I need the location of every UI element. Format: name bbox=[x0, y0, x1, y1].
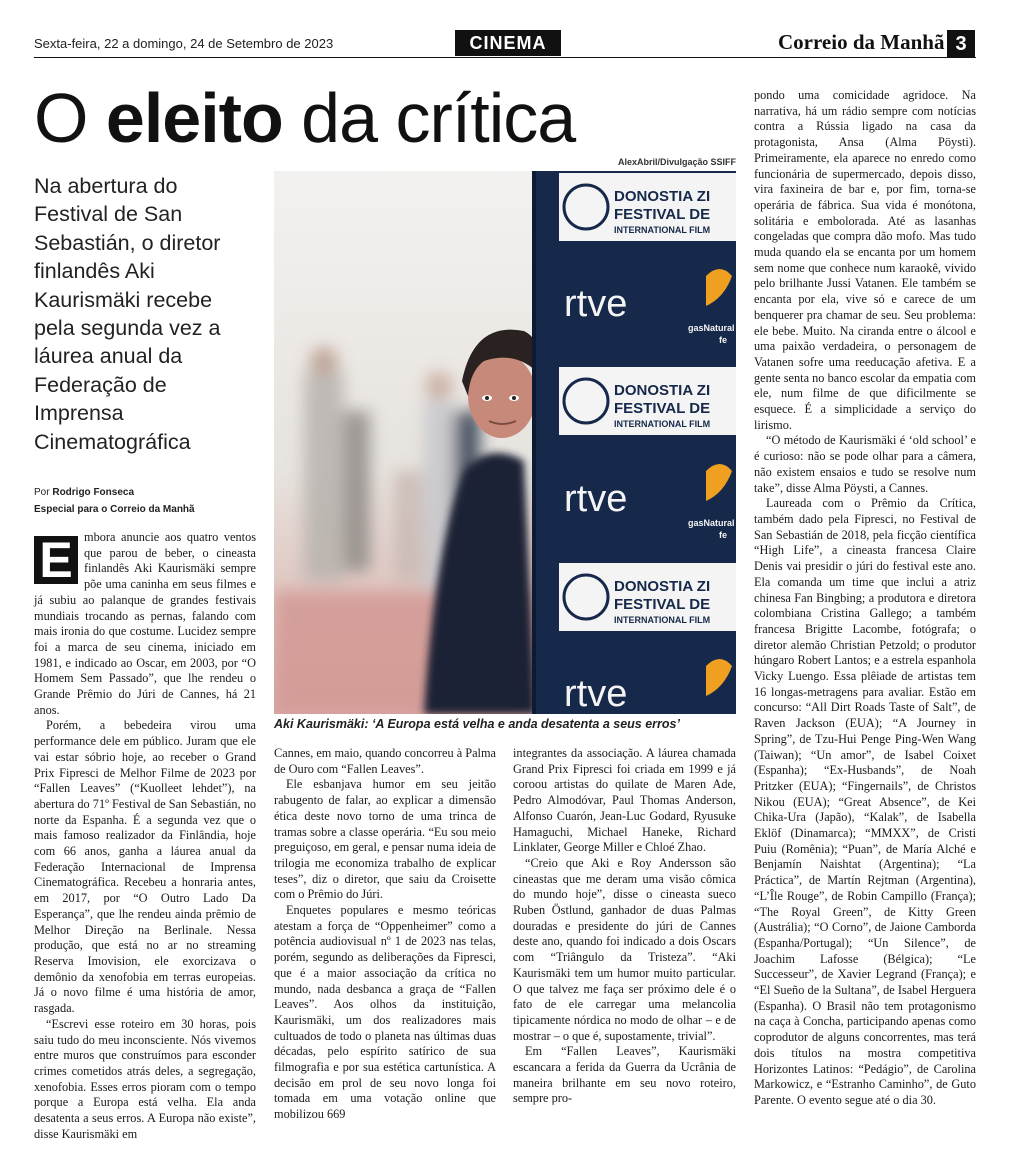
sponsor-text: gasNatural bbox=[688, 323, 735, 333]
page-number: 3 bbox=[947, 30, 975, 58]
lead-text: Na abertura do Festival de San Sebastián, o diretor finlandês Aki Kaurismäki recebe pela segunda vez a láurea anual da Federação de Imprensa Cinematográfica bbox=[34, 174, 221, 454]
backdrop-text: INTERNATIONAL FILM bbox=[614, 615, 711, 625]
photo-caption: Aki Kaurismäki: ‘A Europa está velha e anda desatenta a seus erros’ bbox=[274, 717, 680, 731]
donostia-block-3 bbox=[559, 563, 736, 631]
paragraph: Ele esbanjava humor em seu jeitão rabugento de falar, ao explicar a dimensão ética deste novo torno de uma trinca de tramas sobre a classe operária. “Eu sou meio preguiçoso, em geral, e pensar numa ideia de trilogia me economiza trabalho de explicar teses”, diz o diretor, que saiu da Croisette com o Prêmio do Júri. bbox=[274, 777, 496, 902]
sponsor-text: gasNatural bbox=[688, 518, 735, 528]
body-column-2 bbox=[274, 746, 496, 1123]
paragraph: Cannes, em maio, quando concorreu à Palma de Ouro com “Fallen Leaves”. bbox=[274, 746, 496, 776]
article-photo bbox=[274, 171, 736, 714]
backdrop-text: INTERNATIONAL FILM bbox=[614, 225, 711, 235]
byline bbox=[34, 484, 195, 518]
backdrop-text: FESTIVAL DE bbox=[614, 596, 711, 613]
body-column-1 bbox=[34, 530, 256, 1142]
rtve-logo: rtve bbox=[564, 673, 628, 714]
rtve-logo: rtve bbox=[564, 283, 628, 325]
donostia-block-1 bbox=[559, 173, 736, 241]
backdrop-text: INTERNATIONAL FILM bbox=[614, 419, 711, 429]
backdrop-text: FESTIVAL DE bbox=[614, 400, 711, 417]
byline-author: Rodrigo Fonseca bbox=[52, 487, 135, 498]
byline-prefix: Por bbox=[34, 487, 53, 498]
paragraph-text: mbora anuncie aos quatro ventos que parou de beber, o cineasta finlandês Aki Kaurismäki sempre põe uma caninha em seus filmes e já subiu ao palanque de grandes festivais mundiais trocando as pernas, falando com mais ironia do que costume. Lucidez sempre foi a marca de seu cinema, iniciado em 1981, e indicado ao Oscar, em 2003, por “O Homem Sem Passado”, que lhe rendeu o Grande Prêmio do Júri de Cannes, há 21 anos. bbox=[34, 530, 256, 717]
body-column-3 bbox=[513, 746, 736, 1107]
sponsor-text: fe bbox=[719, 530, 728, 540]
headline bbox=[34, 78, 575, 158]
edition-date: Sexta-feira, 22 a domingo, 24 de Setembro de 2023 bbox=[34, 36, 334, 51]
paragraph bbox=[34, 530, 256, 718]
sponsor-text: fe bbox=[719, 335, 728, 345]
paragraph: integrantes da associação. A láurea chamada Grand Prix Fipresci foi criada em 1999 e já coroou artistas do quilate de Maren Ade, Pedro Almodóvar, Paul Thomas Anderson, Alfonso Cuarón, Jean-Luc Godard, Ryusuke Hamaguchi, Michael Haneke, Richard Linklater, George Miller e Chloé Zhao. bbox=[513, 746, 736, 855]
paragraph: “O método de Kaurismäki é ‘old school’ e é curioso: não se pode olhar para a câmera, não existem ensaios e tudo se resolve num take”, disse Alma Pöysti, a Cannes. bbox=[754, 433, 976, 495]
face-shape bbox=[468, 354, 536, 438]
photo-illustration bbox=[274, 171, 736, 714]
photo-credit: AlexAbril/Divulgação SSIFF bbox=[617, 157, 736, 167]
backdrop-text: DONOSTIA ZI bbox=[614, 578, 711, 595]
backdrop-text: FESTIVAL DE bbox=[614, 206, 711, 223]
backdrop-text: DONOSTIA ZI bbox=[614, 188, 711, 205]
headline-part2: da crítica bbox=[282, 79, 576, 157]
donostia-block-2 bbox=[559, 367, 736, 435]
newspaper-name: Correio da Manhã bbox=[778, 30, 945, 54]
rtve-logo: rtve bbox=[564, 478, 628, 520]
body-column-4 bbox=[754, 88, 976, 1109]
paragraph: “Creio que Aki e Roy Andersson são cineastas que me deram uma visão cômica do mundo hoje”, disse o cineasta sueco Ruben Östlund, ganhador de duas Palmas douradas e presidente do júri de Cannes deste ano, quando foi indicado a dois Oscars com “Triângulo da Tristeza”. “Aki Kaurismäki tem um humor muito particular. O que talvez me faça ser próximo dele é o fato de ele carregar uma melancolia tipicamente nórdica no modo de olhar – e de mostrar – o que é, supostamente, trivial”. bbox=[513, 855, 736, 1043]
paragraph: Enquetes populares e mesmo teóricas atestam a força de “Oppenheimer” como a potência audiovisual nº 1 de 2023 nas telas, porém, segundo as deliberações da Fipresci, que é a maior associação da crítica no mundo, nada desbanca a graça de “Fallen Leaves”. Aos olhos da instituição, Kaurismäki, um dos realizadores mais cultuados de todo o planeta nas últimas duas décadas, pelo espírito satírico de sua filmografia e por sua estética cartunística. A decisão em prol de seu novo longa foi tomada em uma votação online que mobilizou 669 bbox=[274, 903, 496, 1122]
section-label: CINEMA bbox=[455, 30, 561, 56]
paragraph: Em “Fallen Leaves”, Kaurismäki escancara a ferida da Guerra da Ucrânia de maneira brilhante em seu novo roteiro, sempre pro- bbox=[513, 1044, 736, 1106]
headline-part1: O bbox=[34, 79, 106, 157]
header-rule bbox=[34, 57, 976, 58]
paragraph: pondo uma comicidade agridoce. Na narrativa, há um rádio sempre com notícias contra a Rússia ligado na casa da protagonista, Ansa (Alma Pöysti). Primeiramente, ela aparece no enredo como funcionária de supermercado, depois disso, vira faxineira de bar e, por fim, torna-se operária de fábrica. Sua vida é monótona, solitária e embolorada. Até as lasanhas congeladas que compra dão mofo. Mas tudo muda quando ela se encanta por um homem sem nome que conhece num karaokê, vivido pelo brilhante Jussi Vatanen. Ele também se encanta por ela, vive só e carece de um benquerer pra chamar de seu. Seu problema: ele bebe. Muito. Na ciranda entre o álcool e uma paixão verdadeira, o personagem de Vatanen sofre uma reeducação afetiva. E a gente senta no banco escolar da empatia com ele, num filme de que dificilmente se esquece. É a simplicidade a serviço do lirismo. bbox=[754, 88, 976, 432]
backdrop-text: DONOSTIA ZI bbox=[614, 382, 711, 399]
paragraph: Laureada com o Prêmio da Crítica, também dado pela Fipresci, no Festival de San Sebastián de 2018, pela ficção científica “High Life”, a cineasta francesa Claire Denis vai presidir o júri do festival este ano. Ela comanda um time que inclui a atriz chinesa Fan Bingbing; a produtora e diretora colombiana Cristina Gallego; a também francesa Brigitte Lacombe, fotógrafa; o diretor alemão Christian Petzold; o produtor húngaro Robert Lantos; e a estrela espanhola Vicky Luengo. Essa plêiade de artistas tem 16 longas-metragens para avaliar. Estão em concurso: “All Dirt Roads Taste of Salt”, de Raven Jackson (EUA); “A Journey in Spring”, de Tzu-Hui Penge Ping-Wen Wang (Taiwan); “Un amor”, de Isabel Coixet (Espanha); “Ex-Husbands”, de Noah Pritzker (EUA); “Fingernails”, de Christos Nikou (EUA); “Great Absence”, de Kei Chika-Ura (Japão), “Kalak”, de Isabella Eklöf (Dinamarca); “MMXX”, de Cristi Puiu (Romênia); “Puan”, de María Alché e Benjamín Naishtat (Argentina); “La Práctica”, de Martín Rejtman (Argentina), “L’Île Rouge”, de Robin Campillo (França); “The Royal Green”, de Kitty Green (Austrália); “O Corno”, de Jaione Camborda (Espanha/Portugal); “Un Silence”, de Joachim Lafosse (Bélgica); “Le Successeur”, de Xavier Legrand (França); e “El Sueño de la Sultana”, de Isabel Herguera (Espanha). O Brasil não tem protagonismo na caça à Concha, participando apenas como coprodutor de alguns concorrentes, mas terá dois títulos na mostra competitiva Horizontes Latinos: “Pedágio”, de Carolina Markowicz, e “Estranho Caminho”, de Guto Parente. O evento segue até o dia 30. bbox=[754, 496, 976, 1107]
paragraph: Porém, a bebedeira virou uma performance dele em público. Juram que ele vai estar sóbrio hoje, ao receber o Grand Prix Fipresci de Melhor Filme de 2023 por “Fallen Leaves” (“Kuolleet lehdet”), na abertura do 71º Festival de San Sebastián, no norte da Espanha. É a segunda vez que o mais famoso realizador da Finlândia, hoje com 66 anos, ganha a láurea anual da Federação Internacional de Imprensa Cinematográfica. Recebeu a honraria antes, em 2017, por “O Outro Lado Da Esperança”, que lhe rendeu ainda prêmio de Melhor Direção na Berlinale. Nessa produção, que está no ar no streaming Reserva Imovision, ele exorcizava o demônio da xenofobia em terras europeias. Já o novo filme é uma história de amor, rasgada. bbox=[34, 718, 256, 1016]
paragraph: “Escrevi esse roteiro em 30 horas, pois saiu tudo do meu inconsciente. Nós vivemos entre muros que construímos para esconder crimes cometidos atrás deles, a segregação, xenofobia. Esses erros pioram com o tempo porque a Europa está velha. Ela anda desatenta a seus erros. A Europa não existe”, disse Kaurismäki em bbox=[34, 1016, 256, 1141]
drop-cap: E bbox=[34, 536, 78, 584]
backdrop-panel bbox=[534, 171, 736, 714]
byline-role: Especial para o Correio da Manhã bbox=[34, 504, 195, 515]
headline-bold: eleito bbox=[105, 79, 283, 157]
